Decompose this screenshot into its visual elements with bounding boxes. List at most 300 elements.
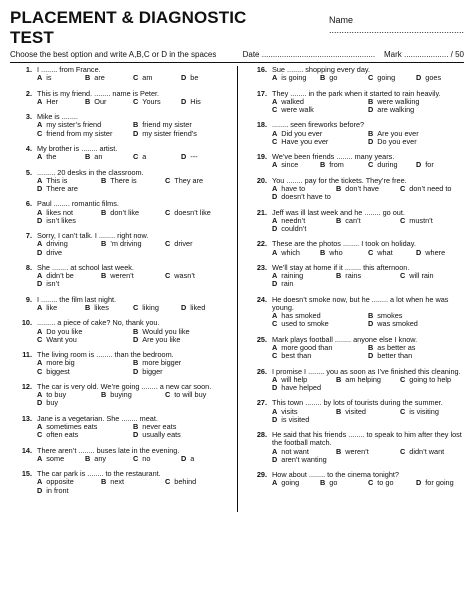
option-letter: A <box>272 271 278 281</box>
question-item <box>245 431 464 464</box>
option-letter: B <box>320 478 326 488</box>
question-text: This is my friend. ........ name is Peter. <box>37 88 160 98</box>
answer-option <box>272 193 336 201</box>
question-number: 24. <box>256 294 267 304</box>
option-letter: D <box>368 136 374 146</box>
answer-options <box>272 185 464 201</box>
question-item <box>245 177 464 202</box>
question-number: 29. <box>256 470 267 480</box>
question-item <box>245 471 464 487</box>
answer-options <box>37 209 229 225</box>
question-number: 14. <box>21 445 32 455</box>
option-text: go <box>329 73 338 83</box>
option-text: will help <box>281 374 308 384</box>
left-column <box>10 66 237 502</box>
question-number: 3. <box>25 112 32 122</box>
option-letter: D <box>272 454 278 464</box>
question-text: My brother is ........ artist. <box>37 143 118 153</box>
option-text: They are <box>174 175 204 185</box>
answer-option <box>368 161 416 169</box>
question-stem <box>245 296 464 312</box>
option-text: weren’t <box>345 446 369 456</box>
option-letter: C <box>165 207 171 217</box>
question-number: 16. <box>256 65 267 74</box>
option-text: more good than <box>281 342 333 352</box>
option-text: since <box>281 160 299 170</box>
option-text: is going <box>281 73 307 83</box>
question-item <box>10 351 229 376</box>
option-letter: B <box>85 453 91 463</box>
option-letter: C <box>400 271 406 281</box>
option-text: who <box>329 247 343 257</box>
answer-option <box>368 479 416 487</box>
question-item <box>245 264 464 289</box>
answer-option <box>133 431 229 439</box>
question-item <box>245 296 464 329</box>
answer-option <box>37 130 133 138</box>
option-text: smokes <box>377 311 403 321</box>
option-letter: D <box>37 183 43 193</box>
question-text: He doesn’t smoke now, but he ........ a lot when he was young. <box>272 294 449 312</box>
question-number: 17. <box>256 88 267 98</box>
option-letter: B <box>133 326 139 336</box>
option-letter: C <box>272 351 278 361</box>
question-text: I ........ from France. <box>37 65 101 74</box>
answer-options <box>37 121 229 137</box>
question-number: 23. <box>256 262 267 272</box>
option-text: can’t <box>345 215 361 225</box>
option-letter: A <box>272 183 278 193</box>
option-letter: B <box>336 374 342 384</box>
option-text: buying <box>110 390 132 400</box>
option-letter: C <box>165 175 171 185</box>
answer-option <box>165 240 229 248</box>
option-text: not want <box>281 446 309 456</box>
name-field: Name ...................................................... <box>328 15 464 35</box>
option-letter: C <box>37 366 43 376</box>
option-letter: A <box>37 302 43 312</box>
option-letter: B <box>101 175 107 185</box>
option-text: ’m driving <box>110 239 142 249</box>
option-letter: D <box>272 192 278 202</box>
option-letter: B <box>101 477 107 487</box>
option-text: mustn’t <box>409 215 433 225</box>
answer-option <box>272 249 320 257</box>
option-text: where <box>425 247 446 257</box>
option-letter: C <box>165 271 171 281</box>
option-text: Have you ever <box>281 136 329 146</box>
option-letter: C <box>400 446 406 456</box>
question-number: 12. <box>21 381 32 391</box>
question-item <box>10 470 229 495</box>
option-letter: B <box>336 215 342 225</box>
question-item <box>10 264 229 289</box>
answer-options <box>272 74 464 82</box>
answer-option <box>37 455 85 463</box>
question-item <box>10 200 229 225</box>
answer-option <box>37 280 101 288</box>
option-text: needn’t <box>281 215 306 225</box>
answer-option <box>85 98 133 106</box>
option-text: any <box>94 453 107 463</box>
option-letter: A <box>272 128 278 138</box>
question-number: 4. <box>25 143 32 153</box>
answer-option <box>272 225 336 233</box>
question-number: 25. <box>256 334 267 344</box>
answer-option <box>368 352 464 360</box>
question-text: ......... 20 desks in the classroom. <box>37 167 144 177</box>
option-letter: D <box>37 279 43 289</box>
option-letter: B <box>85 96 91 106</box>
option-letter: D <box>133 366 139 376</box>
answer-option <box>133 74 181 82</box>
option-letter: B <box>336 446 342 456</box>
option-letter: D <box>37 485 43 495</box>
option-text: my sister friend’s <box>142 128 197 138</box>
question-number: 11. <box>22 350 32 360</box>
answer-options <box>37 359 229 375</box>
option-text: are <box>94 73 105 83</box>
answer-option <box>37 399 101 407</box>
question-text: Paul ........ romantic films. <box>37 199 119 209</box>
option-text: Her <box>46 96 59 106</box>
answer-option <box>272 106 368 114</box>
option-letter: A <box>272 478 278 488</box>
answer-option <box>400 376 464 384</box>
option-text: don’t have <box>345 183 379 193</box>
answer-option <box>101 272 165 280</box>
option-letter: C <box>368 160 374 170</box>
option-letter: A <box>37 477 43 487</box>
answer-option <box>416 479 464 487</box>
option-letter: A <box>272 374 278 384</box>
option-letter: C <box>165 239 171 249</box>
question-text: We’ll stay at home if it ........ this afternoon. <box>272 262 410 272</box>
option-letter: C <box>133 152 139 162</box>
answer-options <box>272 249 464 257</box>
option-text: rains <box>345 271 362 281</box>
option-letter: C <box>165 390 171 400</box>
question-text: She ........ at school last week. <box>37 262 134 272</box>
option-text: which <box>281 247 300 257</box>
question-number: 7. <box>25 231 32 241</box>
option-letter: C <box>368 73 374 83</box>
question-number: 10. <box>21 318 32 328</box>
option-text: for going <box>425 478 454 488</box>
option-text: doesn’t like <box>174 207 211 217</box>
option-letter: D <box>37 247 43 257</box>
answer-option <box>101 240 165 248</box>
answer-options <box>37 98 229 106</box>
answer-options <box>272 408 464 424</box>
option-text: His <box>190 96 201 106</box>
question-stem <box>245 336 464 344</box>
option-text: what <box>377 247 393 257</box>
option-text: am helping <box>345 374 381 384</box>
question-text: The car park is ........ to the restaurant. <box>37 469 161 479</box>
option-text: from <box>329 160 344 170</box>
option-text: never eats <box>142 421 177 431</box>
answer-option <box>133 153 181 161</box>
option-letter: A <box>37 390 43 400</box>
option-text: for <box>425 160 434 170</box>
option-letter: C <box>133 302 139 312</box>
option-letter: D <box>272 279 278 289</box>
question-stem <box>245 431 464 447</box>
answer-option <box>272 384 336 392</box>
option-text: will rain <box>409 271 434 281</box>
option-text: in front <box>46 485 69 495</box>
answer-option <box>272 352 368 360</box>
question-item <box>10 113 229 138</box>
option-text: was smoked <box>377 319 418 329</box>
option-text: have to <box>281 183 306 193</box>
option-text: is visiting <box>409 406 439 416</box>
option-text: going to help <box>409 374 452 384</box>
answer-option <box>320 74 368 82</box>
option-letter: A <box>272 160 278 170</box>
answer-option <box>272 138 368 146</box>
option-text: were walk <box>281 105 314 114</box>
option-text: going <box>377 73 396 83</box>
option-letter: C <box>272 105 278 114</box>
question-number: 6. <box>25 199 32 209</box>
answer-option <box>133 304 181 312</box>
option-text: liked <box>190 302 206 312</box>
option-letter: D <box>368 319 374 329</box>
answer-option <box>181 304 229 312</box>
option-text: Did you ever <box>281 128 323 138</box>
answer-option <box>320 249 368 257</box>
option-text: like <box>46 302 58 312</box>
answer-option <box>272 161 320 169</box>
option-text: go <box>329 478 338 488</box>
answer-option <box>133 98 181 106</box>
question-stem <box>10 447 229 455</box>
option-text: Do you like <box>46 326 83 336</box>
option-text: walked <box>281 96 304 106</box>
option-text: a <box>190 453 195 463</box>
option-letter: A <box>37 175 43 185</box>
answer-option <box>336 376 400 384</box>
answer-option <box>368 74 416 82</box>
page-title: PLACEMENT & DIAGNOSTIC TEST <box>10 8 247 47</box>
option-letter: D <box>133 430 139 440</box>
answer-option <box>320 161 368 169</box>
answer-options <box>272 98 464 114</box>
option-letter: D <box>416 160 422 170</box>
option-letter: B <box>101 207 107 217</box>
option-letter: B <box>368 342 374 352</box>
option-letter: A <box>272 342 278 352</box>
answer-option <box>37 304 85 312</box>
option-letter: B <box>101 239 107 249</box>
answer-option <box>133 368 229 376</box>
option-text: visited <box>345 406 366 416</box>
option-letter: B <box>101 271 107 281</box>
answer-option <box>272 456 336 464</box>
question-number: 1. <box>25 65 32 74</box>
option-text: Yours <box>142 96 161 106</box>
answer-option <box>400 272 464 280</box>
option-letter: D <box>181 302 187 312</box>
option-letter: D <box>181 96 187 106</box>
question-number: 18. <box>256 120 267 130</box>
question-text: I promise I ........ you as soon as I’ve finished this cleaning. <box>272 366 461 376</box>
answer-options <box>37 177 229 193</box>
option-letter: B <box>85 73 91 83</box>
question-item <box>10 169 229 194</box>
question-item <box>10 415 229 440</box>
option-text: rain <box>281 279 294 289</box>
question-item <box>245 121 464 146</box>
answer-option <box>368 138 464 146</box>
option-text: goes <box>425 73 442 83</box>
option-letter: A <box>272 73 278 83</box>
question-text: ......... a piece of cake? No, thank you. <box>37 318 160 328</box>
question-text: They ........ in the park when it started to rain heavily. <box>272 88 441 98</box>
option-letter: A <box>37 207 43 217</box>
option-text: is <box>46 73 52 83</box>
question-number: 26. <box>256 366 267 376</box>
option-text: to buy <box>46 390 67 400</box>
question-item <box>10 383 229 408</box>
option-text: used to smoke <box>281 319 329 329</box>
option-letter: C <box>37 128 43 138</box>
option-text: aren’t wanting <box>281 454 327 464</box>
answer-option <box>272 416 336 424</box>
answer-option <box>37 185 101 193</box>
option-text: likes not <box>46 207 74 217</box>
option-letter: A <box>37 271 43 281</box>
option-letter: A <box>37 96 43 106</box>
option-letter: D <box>133 128 139 138</box>
question-item <box>245 153 464 169</box>
option-text: no <box>142 453 151 463</box>
option-letter: A <box>37 358 43 368</box>
question-number: 21. <box>256 207 267 217</box>
option-text: sometimes eats <box>46 421 98 431</box>
answer-option <box>368 320 464 328</box>
answer-option <box>320 479 368 487</box>
header-rule <box>10 62 464 63</box>
question-number: 15. <box>21 469 32 479</box>
answer-option <box>165 478 229 486</box>
option-text: is visited <box>281 414 310 424</box>
option-text: to go <box>377 478 394 488</box>
question-text: These are the photos ........ I took on holiday. <box>272 239 416 249</box>
answer-option <box>400 408 464 416</box>
option-letter: B <box>133 120 139 130</box>
answer-option <box>272 320 368 328</box>
option-letter: B <box>320 247 326 257</box>
option-letter: A <box>37 326 43 336</box>
answer-option <box>85 74 133 82</box>
option-letter: A <box>37 73 43 83</box>
question-item <box>245 399 464 424</box>
date-field: Date ................................................... <box>242 50 376 59</box>
option-letter: B <box>336 271 342 281</box>
option-letter: A <box>37 120 43 130</box>
option-letter: B <box>101 390 107 400</box>
answer-options <box>272 217 464 233</box>
option-letter: C <box>368 478 374 488</box>
option-text: opposite <box>46 477 74 487</box>
question-item <box>10 232 229 257</box>
question-columns <box>10 66 464 502</box>
answer-option <box>165 272 229 280</box>
answer-option <box>368 249 416 257</box>
option-letter: D <box>416 73 422 83</box>
answer-option <box>400 185 464 193</box>
option-text: drive <box>46 247 63 257</box>
option-text: biggest <box>46 366 70 376</box>
option-letter: C <box>37 334 43 344</box>
answer-options <box>272 312 464 328</box>
option-letter: B <box>368 96 374 106</box>
question-item <box>10 90 229 106</box>
answer-option <box>85 455 133 463</box>
option-letter: C <box>165 477 171 487</box>
right-column <box>237 66 464 502</box>
question-text: ........ seen fireworks before? <box>272 120 365 130</box>
answer-options <box>37 240 229 256</box>
question-number: 22. <box>256 239 267 249</box>
option-letter: C <box>272 319 278 329</box>
option-text: better than <box>377 351 413 361</box>
answer-option <box>133 336 229 344</box>
option-text: best than <box>281 351 312 361</box>
question-text: He said that his friends ........ to speak to him after they lost the football match. <box>272 430 462 448</box>
answer-option <box>165 391 229 399</box>
option-text: has smoked <box>281 311 321 321</box>
option-text: be <box>190 73 199 83</box>
answer-options <box>37 391 229 407</box>
question-item <box>10 296 229 312</box>
question-text: Mike is ........ <box>37 112 78 122</box>
answer-options <box>272 130 464 146</box>
question-stem <box>10 319 229 327</box>
subheader-row <box>10 50 464 59</box>
question-text: This town ........ by lots of tourists during the summer. <box>272 398 443 408</box>
option-letter: B <box>320 160 326 170</box>
option-text: likes <box>94 302 109 312</box>
option-text: friend my sister <box>142 120 192 130</box>
question-text: There aren’t ........ buses late in the evening. <box>37 445 180 455</box>
answer-option <box>336 408 400 416</box>
option-text: This is <box>46 175 68 185</box>
question-number: 19. <box>256 152 267 162</box>
answer-option <box>368 106 464 114</box>
option-text: don’t need to <box>409 183 452 193</box>
option-letter: C <box>133 453 139 463</box>
answer-option <box>400 448 464 456</box>
option-text: some <box>46 453 65 463</box>
date-mark <box>243 50 464 59</box>
option-letter: A <box>37 421 43 431</box>
option-text: during <box>377 160 398 170</box>
answer-options <box>272 448 464 464</box>
option-letter: B <box>336 406 342 416</box>
answer-options <box>272 161 464 169</box>
answer-option <box>101 478 165 486</box>
answer-option <box>37 336 133 344</box>
question-item <box>10 145 229 161</box>
answer-option <box>133 455 181 463</box>
option-text: often eats <box>46 430 79 440</box>
question-item <box>245 240 464 256</box>
option-letter: A <box>272 215 278 225</box>
